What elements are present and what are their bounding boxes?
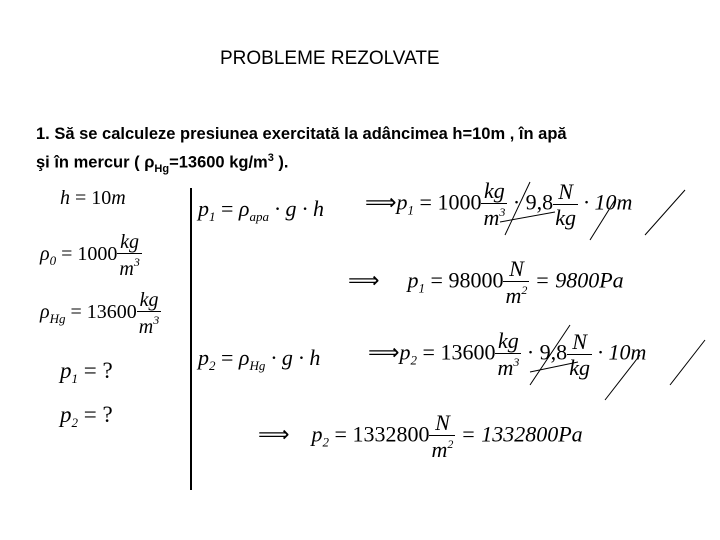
formula-p2-var: p [198,345,209,370]
formula-p1-var: p [198,196,209,221]
step-p2-unit-g-den: kg [569,354,590,380]
step-p1-h: · 10m [577,189,633,215]
step-p1-unit-g-den: kg [555,204,576,230]
step-p1-unit-density-den-base: m [483,205,500,230]
page-title: PROBLEME REZOLVATE [220,48,440,69]
problem-line-2-prefix: şi în mercur ( [36,153,145,172]
formula-p2-rho-sub: Hg [249,358,266,373]
problem-line-2-value: =13600 kg/m [169,153,268,172]
given-p1-var: p [60,358,72,383]
step-p1-g: · 9,8 [507,189,554,215]
strike-m-3 [530,362,578,372]
strike-kg-4 [605,355,640,400]
strike-m-2 [645,190,685,235]
implies-arrow: ⟹ [348,268,380,294]
step-p2-result-eq: = 1332800 [329,421,430,447]
step-p1-result-unit-den-base: m [505,283,522,308]
given-rho-hg-unit-num: kg [139,289,159,311]
step-p2-result-unit-den-base: m [431,437,448,462]
step-p1-result-value: = 9800Pa [529,267,624,293]
step-p2-unit-density-den-base: m [497,355,514,380]
step-p1-var: p [396,189,408,215]
step-p2-g: · 9,8 [521,339,568,365]
given-rho0-unit-den-exp: 3 [133,255,140,269]
step-p2-result-unit-num: N [435,410,450,435]
given-rho-hg-var: ρ [40,301,50,324]
step-p2-unit-g-num: N [572,328,587,354]
strike-kg-1 [505,182,530,235]
step-p1-result-eq: = 98000 [425,267,504,293]
given-rho-hg-eq: = 13600 [65,301,137,324]
problem-line-1: 1. Să se calculeze presiunea exercitată la adâncimea h=10m , în apă [36,125,567,143]
formula-p1-eq: = [215,196,239,221]
given-rho0-sub: 0 [49,253,57,269]
formula-p2-rho: ρ [238,345,250,370]
step-p2-result-value: = 1332800Pa [455,421,583,447]
step-p2-result-sub: 2 [322,434,330,450]
given-rho-hg-unit-den-base: m [138,316,154,338]
strike-kg-3 [530,325,570,385]
given-p1-eq: = ? [78,358,113,383]
step-p1-result-unit-num: N [509,256,524,281]
implies-arrow: ⟹ [258,422,290,448]
implies-arrow: ⟹ [368,340,400,366]
step-p2-result-unit-den-exp: 2 [447,437,454,451]
formula-p2-rest: · g · h [265,345,321,370]
formula-p1-rho-sub: apa [249,209,269,224]
step-p1-result-sub: 1 [418,280,426,296]
formula-p1-rho: ρ [238,196,250,221]
formula-p1-rest: · g · h [268,196,324,221]
given-rho0-unit-num: kg [120,231,140,253]
step-p1-result-var: p [407,267,419,293]
formula-p2-eq: = [215,345,239,370]
given-p1-sub: 1 [71,371,78,386]
given-rho0-eq: = 1000 [56,243,118,266]
given-h-unit: m [111,187,126,209]
strike-m-1 [500,212,555,222]
step-p2-unit-density-num: kg [498,328,519,353]
given-h-var: h [60,187,70,209]
given-p2-eq: = ? [78,402,113,427]
strike-m-4 [670,340,705,385]
step-p1-unit-g-num: N [558,178,573,204]
given-rho-hg-unit-den-exp: 3 [153,313,160,327]
given-rho0-unit-den-base: m [119,258,134,280]
strike-kg-2 [590,200,615,240]
formula-p1-sub: 1 [209,209,216,224]
given-h-eq: = 10 [70,187,112,209]
step-p2-eq: = 13600 [417,339,496,365]
step-p1-result-unit-den-exp: 2 [521,283,528,297]
step-p1-sub: 1 [407,202,415,218]
problem-line-2-exponent: 3 [267,152,274,164]
given-rho-hg-sub: Hg [49,311,66,327]
given-p2-var: p [60,402,72,427]
step-p1-unit-density-den-exp: 3 [499,205,506,219]
step-p2-result-var: p [311,421,323,447]
step-p2-h: · 10m [591,339,647,365]
given-rho0-var: ρ [40,243,50,266]
given-p2-sub: 2 [71,415,78,430]
step-p1-unit-density-num: kg [484,178,505,203]
rho-symbol: ρ [144,153,155,172]
implies-arrow: ⟹ [365,190,397,216]
step-p1-eq: = 1000 [414,189,482,215]
step-p2-sub: 2 [410,352,418,368]
step-p2-var: p [399,339,411,365]
formula-p2-sub: 2 [209,358,216,373]
rho-subscript: Hg [154,162,170,175]
problem-line-2-suffix: ). [273,153,289,172]
step-p2-unit-density-den-exp: 3 [513,355,520,369]
